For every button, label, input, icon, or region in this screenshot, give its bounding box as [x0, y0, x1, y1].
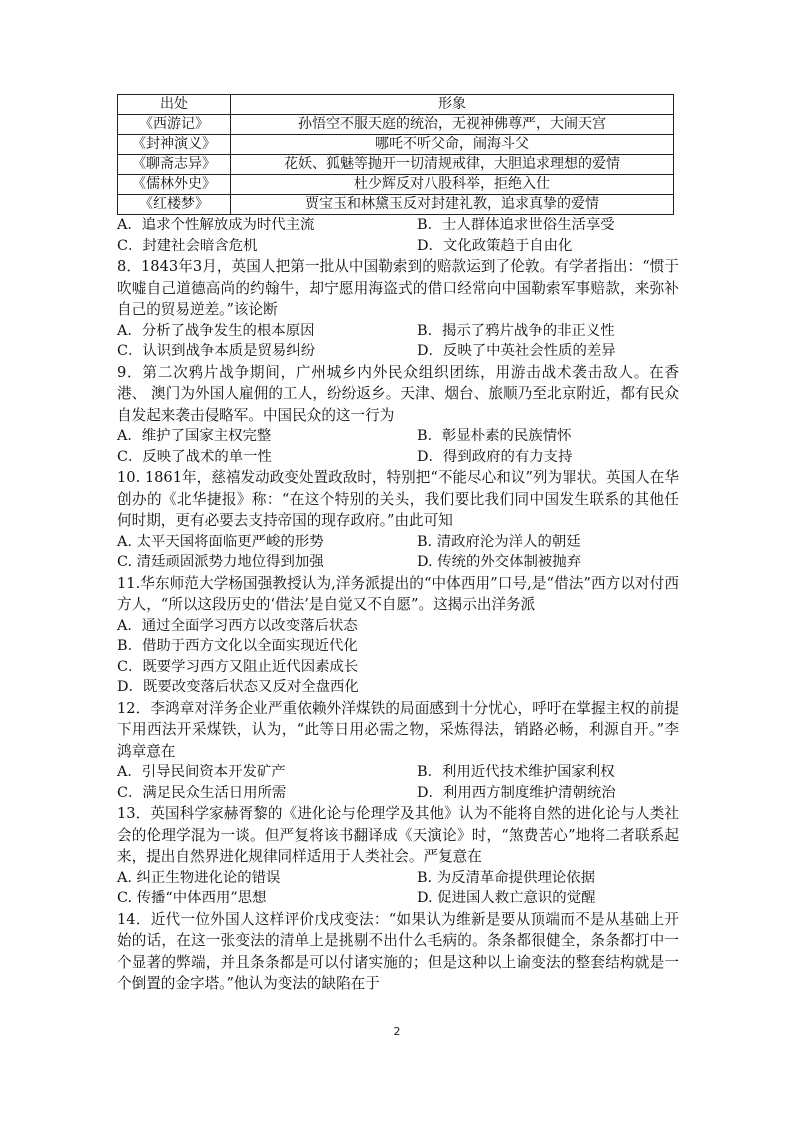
source-table	[117, 94, 674, 215]
q9-option-d: D．得到政府的有力支持	[417, 448, 573, 465]
q12-options-row-1	[117, 762, 679, 783]
q12-option-c: C．满足民众生活日用所需	[117, 784, 287, 801]
q10-option-a: A. 太平天国将面临更严峻的形势	[117, 533, 324, 550]
table-row	[118, 155, 674, 175]
table-header-source: 出处	[118, 95, 231, 115]
q8-options-row-2	[117, 341, 679, 362]
table-cell-source: 《聊斋志异》	[118, 155, 231, 175]
q13-options-row-1	[117, 868, 679, 889]
q7-option-b: B．士人群体追求世俗生活享受	[417, 217, 615, 233]
q7-option-d: D．文化政策趋于自由化	[417, 237, 573, 254]
table-row	[118, 175, 674, 195]
q8-options-row-1	[117, 321, 679, 342]
q7-options-row-1	[117, 215, 679, 236]
table-cell-source: 《儒林外史》	[118, 175, 231, 195]
q13-option-a: A. 纠正生物进化论的错误	[117, 869, 281, 886]
q8-option-c: C．认识到战争本质是贸易纠纷	[117, 343, 316, 359]
q13-option-b: B. 为反清革命提供理论依据	[417, 869, 596, 886]
q14-stem: 14．近代一位外国人这样评价戊戌变法：“如果认为维新是要从顶端而不是从基础上开始的话，在这一张变法的清单上是挑剔不出什么毛病的。条条都很健全，条条都打中一个显著的弊端，并且条条都是可以付诸实施的；但是这种以上谕变法的整套结构就是一个倒置的金字塔。”他认为变法的缺陷在于	[117, 910, 679, 992]
q10-option-c: C. 清廷顽固派势力地位得到加强	[117, 554, 324, 570]
q13-option-d: D. 促进国人救亡意识的觉醒	[417, 890, 596, 906]
table-row	[118, 195, 674, 215]
q13-options-row-2	[117, 888, 679, 909]
q11-option-b: B．借助于西方文化以全面实现近代化	[117, 638, 358, 654]
exam-page	[117, 94, 679, 995]
q10-options-row-2	[117, 552, 679, 573]
q7-options-row-2	[117, 236, 679, 257]
q12-option-d: D．利用西方制度维护清朝统治	[417, 784, 616, 801]
table-cell-source: 《西游记》	[118, 115, 231, 135]
q9-option-b: B．彰显朴素的民族情怀	[417, 428, 572, 444]
q9-options-row-2	[117, 447, 679, 468]
q12-options-row-2	[117, 783, 679, 804]
q7-option-c: C．封建社会暗含危机	[117, 237, 258, 254]
q11-option-a: A．通过全面学习西方以改变落后状态	[117, 617, 358, 634]
q9-option-a: A．维护了国家主权完整	[117, 428, 272, 444]
q11-option-c: C．既要学习西方又阻止近代因素成长	[117, 658, 359, 675]
table-cell-source: 《红楼梦》	[118, 195, 231, 215]
q8-stem: 8．1843年3月，英国人把第一批从中国勒索到的赔款运到了伦敦。有学者指出：“惯于吹嘘自己道德高尚的约翰牛，却宁愿用海盗式的借口经常向中国勒索军事赔款，来弥补自己的贸易逆差。”该论断	[117, 258, 679, 318]
q10-stem: 10. 1861年，慈禧发动政变处置政敌时，特别把“不能尽心和议”列为罪状。英国人在华创办的《北华捷报》称：“在这个特别的关头，我们要比我们同中国发生联系的其他任何时期，更有必要去支持帝国的现存政府。”由此可知	[117, 469, 679, 529]
q10-option-b: B. 清政府沦为洋人的朝廷	[417, 533, 581, 550]
q8-option-a: A．分析了战争发生的根本原因	[117, 322, 315, 339]
table-cell-image: 花妖、狐魅等抛开一切清规戒律，大胆追求理想的爱情	[231, 155, 674, 175]
q9-option-c: C．反映了战术的单一性	[117, 448, 272, 465]
table-header-image: 形象	[231, 95, 674, 115]
q7-option-a: A．追求个性解放成为时代主流	[117, 217, 315, 233]
table-header-row	[118, 95, 674, 115]
table-cell-image: 孙悟空不服天庭的统治，无视神佛尊严，大闹天宫	[231, 115, 674, 135]
table-row	[118, 115, 674, 135]
q12-stem: 12．李鸿章对洋务企业严重依赖外洋煤铁的局面感到十分忧心，呼吁在掌握主权的前提下用西法开采煤铁，认为，“此等日用必需之物，采炼得法，销路必畅，利源自开。”李鸿章意在	[117, 699, 679, 760]
q9-options-row-1	[117, 426, 679, 447]
q11-stem: 11.华东师范大学杨国强教授认为,洋务派提出的“中体西用”口号,是“借法”西方以对付西方人，“所以这段历史的‘借法’是自觉又不自愿”。这揭示出洋务派	[117, 574, 679, 613]
q8-option-b: B．揭示了鸦片战争的非正义性	[417, 322, 615, 339]
q8-option-d: D．反映了中英社会性质的差异	[417, 343, 616, 359]
q12-option-a: A．引导民间资本开发矿产	[117, 764, 286, 780]
table-cell-image: 哪吒不听父命，闹海斗父	[231, 135, 674, 155]
page-number: 2	[393, 1025, 401, 1038]
table-row	[118, 135, 674, 155]
q10-option-d: D. 传统的外交体制被抛弃	[417, 554, 582, 570]
q9-stem: 9．第二次鸦片战争期间，广州城乡内外民众组织团练，用游击战术袭击敌人。在香港、 澳门为外国人雇佣的工人，纷纷返乡。天津、烟台、旅顺乃至北京附近，都有民众自发起来袭击侵略军。中国民众的这一行为	[117, 363, 679, 424]
table-cell-image: 杜少辉反对八股科举，拒绝入仕	[231, 175, 674, 195]
q11-option-d: D．既要改变落后状态又反对全盘西化	[117, 679, 359, 695]
q12-option-b: B．利用近代技术维护国家利权	[417, 764, 615, 780]
table-cell-image: 贾宝玉和林黛玉反对封建礼教，追求真挚的爱情	[231, 195, 674, 215]
table-cell-source: 《封神演义》	[118, 135, 231, 155]
q10-options-row-1	[117, 532, 679, 553]
q13-option-c: C. 传播“中体西用”思想	[117, 890, 267, 906]
q13-stem: 13．英国科学家赫胥黎的《进化论与伦理学及其他》认为不能将自然的进化论与人类社会的伦理学混为一谈。但严复将该书翻译成《天演论》时，“煞费苦心”地将二者联系起来，提出自然界进化规律同样适用于人类社会。严复意在	[117, 805, 679, 865]
